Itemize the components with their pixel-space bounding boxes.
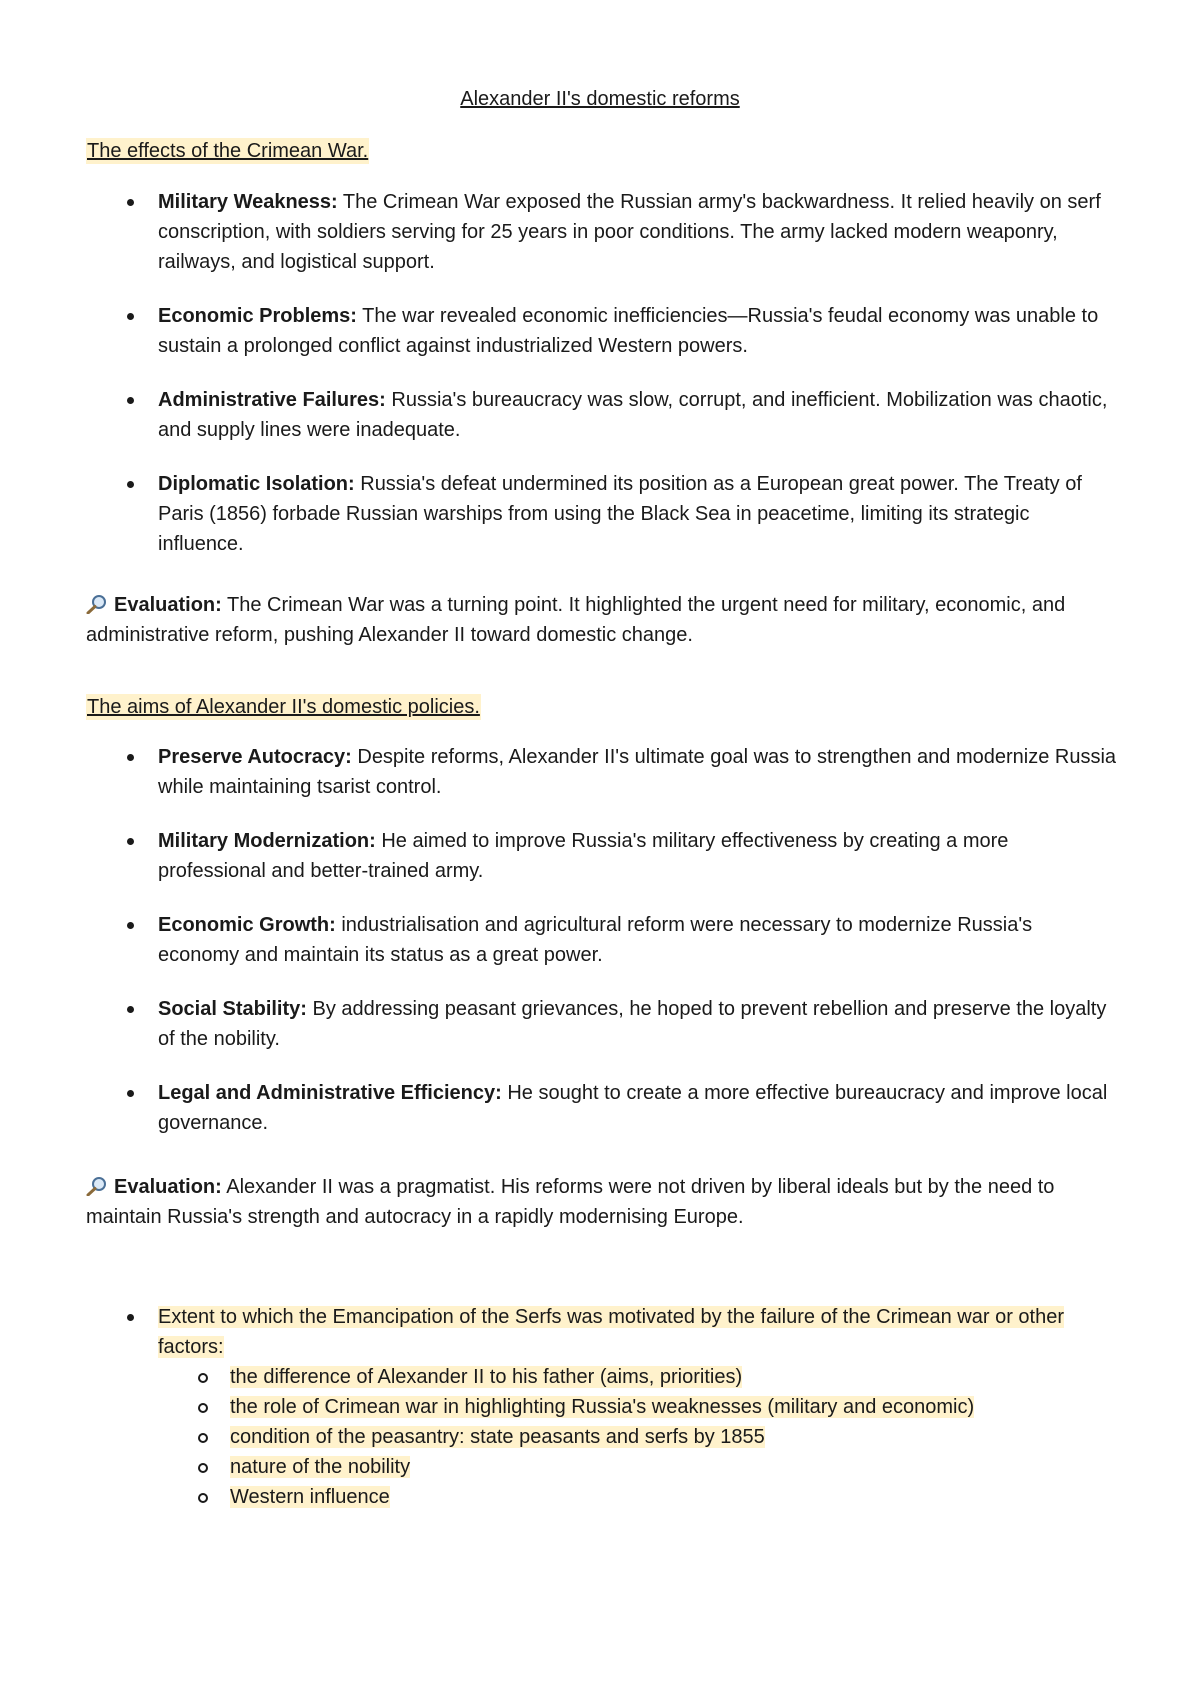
list-item xyxy=(86,301,1116,361)
item-label: Social Stability: xyxy=(158,998,307,1020)
hollow-bullet-icon xyxy=(198,1403,208,1413)
item-label: Economic Growth: xyxy=(158,914,336,936)
hollow-bullet-icon xyxy=(198,1493,208,1503)
evaluation-text: The Crimean War was a turning point. It highlighted the urgent need for military, economic, and administrative reform, pushing Alexander II toward domestic change. xyxy=(86,594,1066,646)
document-title: Alexander II's domestic reforms xyxy=(460,88,740,110)
item-label: Legal and Administrative Efficiency: xyxy=(158,1082,502,1104)
hollow-bullet-icon xyxy=(198,1433,208,1443)
list-item xyxy=(86,385,1116,445)
list-item xyxy=(86,469,1116,559)
evaluation-text: Alexander II was a pragmatist. His reforms were not driven by liberal ideals but by the need to maintain Russia's strength and autocracy in a rapidly modernising Europe. xyxy=(86,1176,1055,1228)
bullet-icon xyxy=(127,1090,134,1097)
item-label: Military Weakness: xyxy=(158,191,338,213)
sublist-item-text: Western influence xyxy=(230,1486,390,1508)
list-item xyxy=(86,826,1116,886)
item-label: Preserve Autocracy: xyxy=(158,746,352,768)
item-label: Administrative Failures: xyxy=(158,389,386,411)
item-text: He aimed to improve Russia's military effectiveness by creating a more professional and better-trained army. xyxy=(158,830,1009,882)
sublist-item xyxy=(158,1422,1116,1452)
aims-list xyxy=(86,742,1116,1138)
sublist-item-text: nature of the nobility xyxy=(230,1456,411,1478)
bullet-icon xyxy=(127,1314,134,1321)
item-text: He sought to create a more effective bureaucracy and improve local governance. xyxy=(158,1082,1108,1134)
bullet-icon xyxy=(127,1006,134,1013)
sublist-item-text: the role of Crimean war in highlighting Russia's weaknesses (military and economic) xyxy=(230,1396,975,1418)
item-text: industrialisation and agricultural reform were necessary to modernize Russia's economy and maintain its status as a great power. xyxy=(158,914,1033,966)
evaluation-aims xyxy=(86,1172,1126,1232)
bullet-icon xyxy=(127,199,134,206)
factors-sublist xyxy=(158,1362,1116,1512)
bullet-icon xyxy=(127,397,134,404)
list-item xyxy=(86,1078,1116,1138)
sublist-item xyxy=(158,1482,1116,1512)
bullet-icon xyxy=(127,754,134,761)
evaluation-label: Evaluation: xyxy=(114,594,222,616)
evaluation-crimean xyxy=(86,590,1126,650)
bullet-icon xyxy=(127,922,134,929)
item-label: Economic Problems: xyxy=(158,305,357,327)
item-label: Diplomatic Isolation: xyxy=(158,473,355,495)
item-text: Despite reforms, Alexander II's ultimate goal was to strengthen and modernize Russia while maintaining tsarist control. xyxy=(158,746,1117,798)
item-text: Russia's defeat undermined its position as a European great power. The Treaty of Paris (1856) forbade Russian warships from using the Black Sea in peacetime, limiting its strategic influence. xyxy=(158,473,1082,555)
list-item xyxy=(86,1302,1116,1512)
list-item xyxy=(86,187,1116,277)
list-item xyxy=(86,910,1116,970)
item-text: By addressing peasant grievances, he hoped to prevent rebellion and preserve the loyalty of the nobility. xyxy=(158,998,1107,1050)
hollow-bullet-icon xyxy=(198,1463,208,1473)
sublist-item-text: condition of the peasantry: state peasants and serfs by 1855 xyxy=(230,1426,765,1448)
item-text: Extent to which the Emancipation of the Serfs was motivated by the failure of the Crimean war or other factors: xyxy=(158,1306,1065,1358)
section-heading-crimean-effects: The effects of the Crimean War. xyxy=(87,140,369,162)
section-heading-aims: The aims of Alexander II's domestic policies. xyxy=(87,696,480,718)
bullet-icon xyxy=(127,838,134,845)
list-item xyxy=(86,742,1116,802)
sublist-item xyxy=(158,1452,1116,1482)
sublist-item xyxy=(158,1392,1116,1422)
hollow-bullet-icon xyxy=(198,1373,208,1383)
crimean-effects-list xyxy=(86,187,1116,559)
evaluation-label: Evaluation: xyxy=(114,1176,222,1198)
item-label: Military Modernization: xyxy=(158,830,376,852)
magnifying-glass-icon xyxy=(86,594,108,614)
sublist-item-text: the difference of Alexander II to his father (aims, priorities) xyxy=(230,1366,743,1388)
item-text: The war revealed economic inefficiencies—Russia's feudal economy was unable to sustain a prolonged conflict against industrialized Western powers. xyxy=(158,305,1099,357)
item-text: Russia's bureaucracy was slow, corrupt, and inefficient. Mobilization was chaotic, and supply lines were inadequate. xyxy=(158,389,1108,441)
magnifying-glass-icon xyxy=(86,1176,108,1196)
emancipation-list xyxy=(86,1302,1116,1512)
bullet-icon xyxy=(127,481,134,488)
sublist-item xyxy=(158,1362,1116,1392)
bullet-icon xyxy=(127,313,134,320)
item-text: The Crimean War exposed the Russian army's backwardness. It relied heavily on serf conscription, with soldiers serving for 25 years in poor conditions. The army lacked modern weaponry, railways, and logistical support. xyxy=(158,191,1101,273)
list-item xyxy=(86,994,1116,1054)
